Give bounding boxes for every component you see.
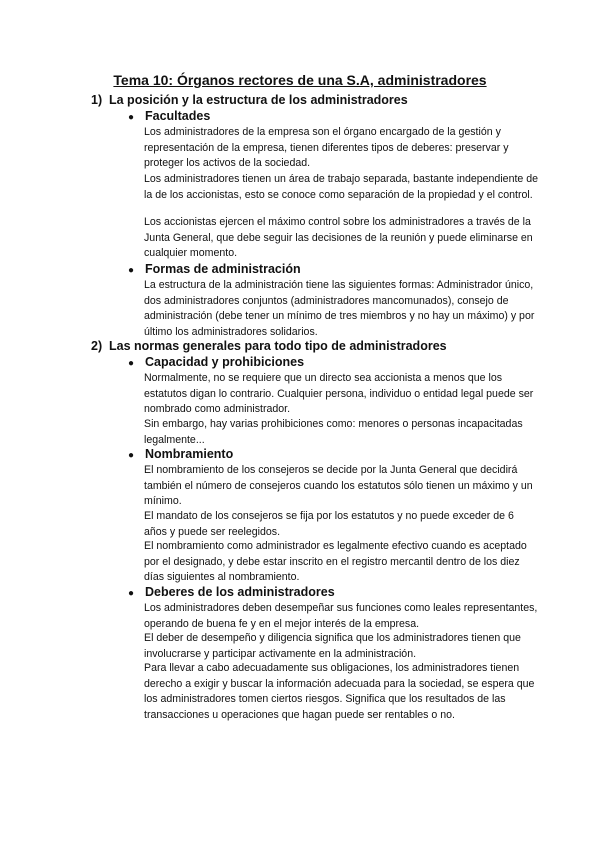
section-heading xyxy=(91,93,408,107)
subsection-title: Capacidad y prohibiciones xyxy=(145,355,305,369)
section-number: 2) xyxy=(91,339,103,353)
subsection-title: Deberes de los administradores xyxy=(145,585,335,599)
paragraph: Los administradores deben desempeñar sus funciones como leales representantes, operando de buena fe y en el mejor interés de la empresa. xyxy=(144,602,538,630)
subsection-heading xyxy=(128,355,304,369)
bullet-icon: ● xyxy=(128,358,135,369)
section-number: 1) xyxy=(91,93,103,107)
paragraph: Los administradores tienen un área de trabajo separada, bastante independiente de la de los accionistas, esto se conoce como separación de la propiedad y el control. xyxy=(144,173,539,201)
section-heading xyxy=(91,339,447,353)
subsection-heading xyxy=(128,109,210,123)
paragraph: El nombramiento como administrador es legalmente efectivo cuando es aceptado por el designado, y debe estar inscrito en el registro mercantil dentro de los diez días siguientes al nombramiento. xyxy=(144,540,527,584)
paragraph: El deber de desempeño y diligencia significa que los administradores tienen que involucrarse y participar activamente en la administración. xyxy=(144,632,521,660)
subsection-title: Formas de administración xyxy=(145,262,301,276)
bullet-icon: ● xyxy=(128,265,135,276)
bullet-icon: ● xyxy=(128,112,135,123)
subsection-title: Facultades xyxy=(145,109,211,123)
subsection-heading xyxy=(128,585,335,599)
subsection-heading xyxy=(128,447,233,461)
bullet-icon: ● xyxy=(128,588,135,599)
section-title: La posición y la estructura de los administradores xyxy=(109,93,408,107)
paragraph: Normalmente, no se requiere que un directo sea accionista a menos que los estatutos digan lo contrario. Cualquier persona, individuo o entidad legal puede ser nombrado como administrador. xyxy=(144,372,534,416)
paragraph: El nombramiento de los consejeros se decide por la Junta General que decidirá también el número de consejeros cuando los estatutos sólo tienen un máximo y un mínimo. xyxy=(144,464,533,508)
paragraph: Los accionistas ejercen el máximo control sobre los administradores a través de la Junta General, que debe seguir las decisiones de la reunión y puede eliminarse en cualquier momento. xyxy=(144,216,533,260)
paragraph: La estructura de la administración tiene las siguientes formas: Administrador único, dos administradores conjuntos (administradores mancomunados), consejo de administración (debe tener un mínimo de tres miembros y no hay un máximo) y por último los administradores solidarios. xyxy=(144,279,535,338)
section-title: Las normas generales para todo tipo de administradores xyxy=(109,339,447,353)
bullet-icon: ● xyxy=(128,450,135,461)
paragraph: Los administradores de la empresa son el órgano encargado de la gestión y representación de la empresa, tienen diferentes tipos de deberes: preservar y proteger los activos de la sociedad. xyxy=(144,126,509,170)
paragraph: Para llevar a cabo adecuadamente sus obligaciones, los administradores tienen derecho a exigir y buscar la información adecuada para la sociedad, se espera que los administradores tomen ciertos riesgos. Significa que los resultados de las transacciones u operaciones que hagan puede ser rentables o no. xyxy=(144,662,535,721)
paragraph: Sin embargo, hay varias prohibiciones como: menores o personas incapacitadas legalmente... xyxy=(144,418,523,446)
page-title: Tema 10: Órganos rectores de una S.A, administradores xyxy=(113,72,487,88)
paragraph: El mandato de los consejeros se fija por los estatutos y no puede exceder de 6 años y puede ser reelegidos. xyxy=(144,510,514,538)
subsection-heading xyxy=(128,262,301,276)
subsection-title: Nombramiento xyxy=(145,447,234,461)
